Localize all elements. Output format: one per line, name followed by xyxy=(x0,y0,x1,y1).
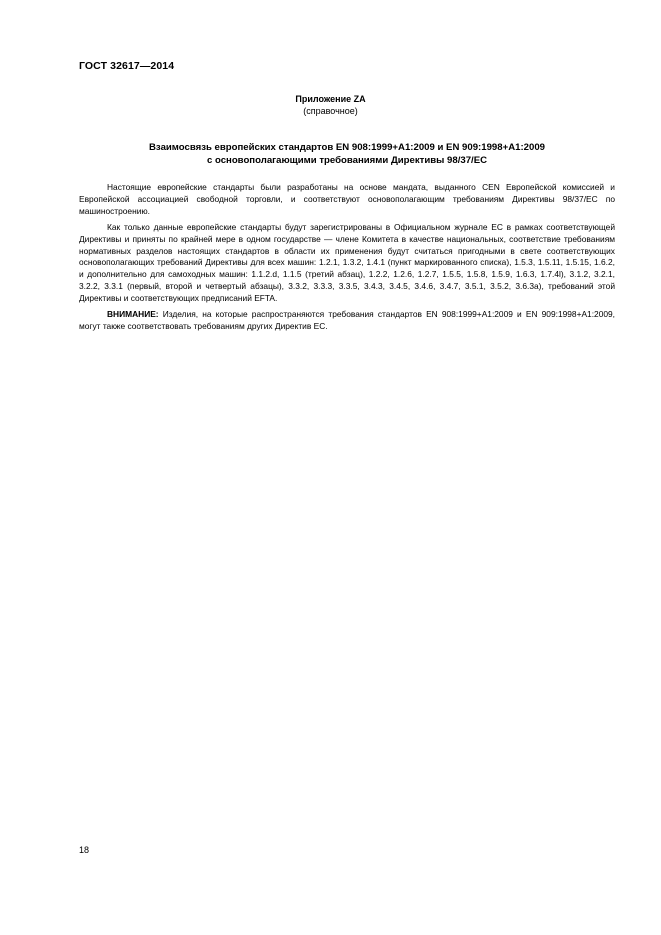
annex-title: Приложение ZA xyxy=(295,94,366,104)
paragraph-mandate: Настоящие европейские стандарты были разработаны на основе мандата, выданного CEN Европейской комиссией и Европейской ассоциацией свободной торговли, и соответствуют основополагающим требованиям Директивы 98/37/ЕС по машиностроению. xyxy=(79,182,615,216)
section-title xyxy=(79,141,615,167)
annex-subtitle: (справочное) xyxy=(303,106,358,116)
paragraph-warning xyxy=(79,309,615,333)
warning-text: Изделия, на которые распространяются требования стандартов EN 908:1999+A1:2009 и EN 909:1998+A1:2009, могут также соответствовать требованиям других Директив ЕС. xyxy=(79,309,615,331)
section-title-line1: Взаимосвязь европейских стандартов EN 908:1999+A1:2009 и EN 909:1998+A1:2009 xyxy=(149,142,545,153)
page-number: 18 xyxy=(79,845,90,855)
paragraph-compliance: Как только данные европейские стандарты будут зарегистрированы в Официальном журнале ЕС в рамках соответствующей Директивы и приняты по крайней мере в одном государстве — члене Комитета в качестве национальных, соответствие требованиям нормативных разделов настоящих стандартов в области их применения будут считаться пригодными в свете соответствующих основополагающих требований Директивы для всех машин: 1.2.1, 1.3.2, 1.4.1 (пункт маркированного списка), 1.5.3, 1.5.11, 1.5.15, 1.6.2, и дополнительно для самоходных машин: 1.1.2.d, 1.1.5 (третий абзац), 1.2.2, 1.2.6, 1.2.7, 1.5.5, 1.5.8, 1.5.9, 1.6.3, 1.7.4l), 3.1.2, 3.2.1, 3.2.2, 3.3.1 (первый, второй и четвертый абзацы), 3.3.2, 3.3.3, 3.3.5, 3.4.3, 3.4.5, 3.4.6, 3.4.7, 3.5.1, 3.5.2, 3.6.3а), требований этой Директивы и соответствующих предписаний EFTA. xyxy=(79,221,615,304)
document-body xyxy=(79,182,615,337)
standard-code: ГОСТ 32617—2014 xyxy=(79,60,175,72)
annex-heading xyxy=(0,93,661,117)
section-title-line2: с основополагающими требованиями Директивы 98/37/ЕС xyxy=(206,155,488,166)
warning-label: ВНИМАНИЕ: xyxy=(107,309,159,320)
